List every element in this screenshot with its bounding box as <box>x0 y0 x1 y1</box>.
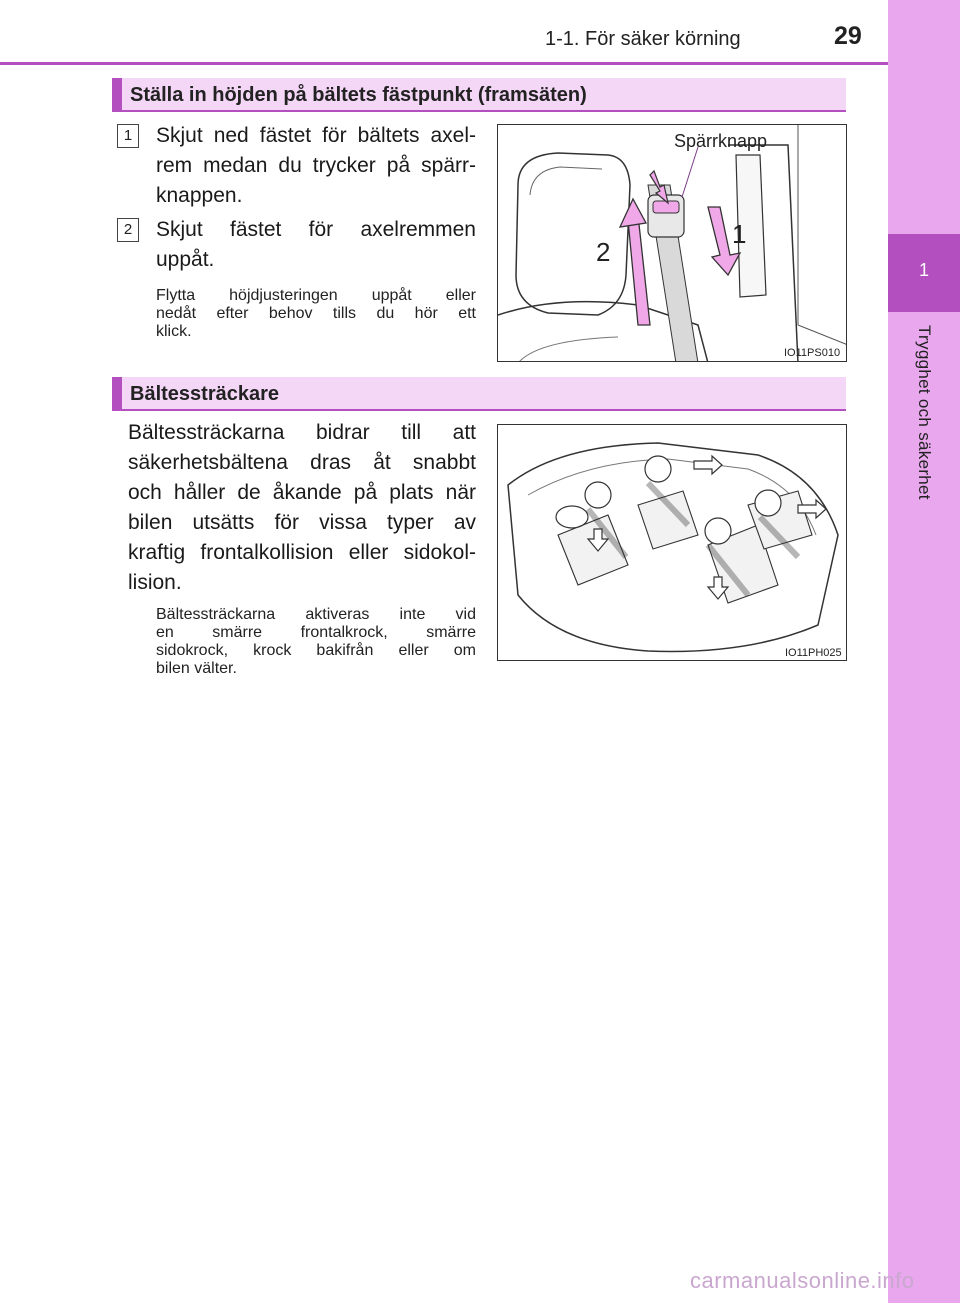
step-number-badge: 1 <box>117 124 139 148</box>
marker-1: 1 <box>732 219 747 249</box>
chapter-tab[interactable] <box>888 234 960 312</box>
header-rule <box>0 62 888 65</box>
paragraph-line: bilen utsätts för vissa typer av <box>128 511 476 534</box>
note-line: Bältessträckarna aktiveras inte vid <box>156 606 476 623</box>
chapter-number: 1 <box>918 260 929 280</box>
step-1-line: rem medan du trycker på spärr- <box>156 154 476 177</box>
figure-code: IO11PS010 <box>784 347 841 359</box>
note-line: nedåt efter behov tills du hör ett <box>156 305 476 322</box>
note-line: klick. <box>156 323 192 340</box>
figure-code: IO11PH025 <box>785 647 842 659</box>
note-line: bilen välter. <box>156 660 237 677</box>
car-interior-illustration <box>498 425 847 661</box>
step-1-line: knappen. <box>156 184 243 207</box>
footer-watermark[interactable]: carmanualsonline.info <box>690 1268 915 1293</box>
step-2-line: uppåt. <box>156 248 215 271</box>
marker-2: 2 <box>596 237 611 267</box>
pretensioner-figure <box>497 424 847 661</box>
chapter-title: Trygghet och säkerhet <box>915 325 934 500</box>
paragraph-line: Bältessträckarna bidrar till att <box>128 421 476 444</box>
paragraph-line: lision. <box>128 571 182 594</box>
belt-anchor-illustration <box>498 125 847 362</box>
belt-anchor-figure <box>497 124 847 362</box>
note-line: sidokrock, krock bakifrån eller om <box>156 642 476 659</box>
adjustment-note <box>156 287 476 341</box>
section-heading-belt-anchor <box>112 78 846 112</box>
step-1-text <box>156 121 476 211</box>
section-heading-text: Ställa in höjden på bältets fästpunkt (framsäten) <box>130 84 587 106</box>
step-2-text <box>156 215 476 275</box>
pretensioner-paragraph <box>128 418 476 598</box>
section-title: 1-1. För säker körning <box>545 28 741 50</box>
paragraph-line: säkerhetsbältena dras åt snabbt <box>128 451 476 474</box>
note-line: en smärre frontalkrock, smärre <box>156 624 476 641</box>
step-number-badge: 2 <box>117 218 139 242</box>
paragraph-line: och håller de åkande på plats när <box>128 481 476 504</box>
step-1-line: Skjut ned fästet för bältets axel- <box>156 124 476 147</box>
page-number: 29 <box>834 22 862 50</box>
lock-button-callout: Spärrknapp <box>674 131 768 151</box>
note-line: Flytta höjdjusteringen uppåt eller <box>156 287 476 304</box>
paragraph-line: kraftig frontalkollision eller sidokol- <box>128 541 476 564</box>
step-2-line: Skjut fästet för axelremmen <box>156 218 476 241</box>
section-heading-pretensioners <box>112 377 846 411</box>
section-heading-text: Bältessträckare <box>130 383 279 405</box>
chapter-sidebar <box>888 0 960 1303</box>
pretensioner-note <box>156 606 476 678</box>
